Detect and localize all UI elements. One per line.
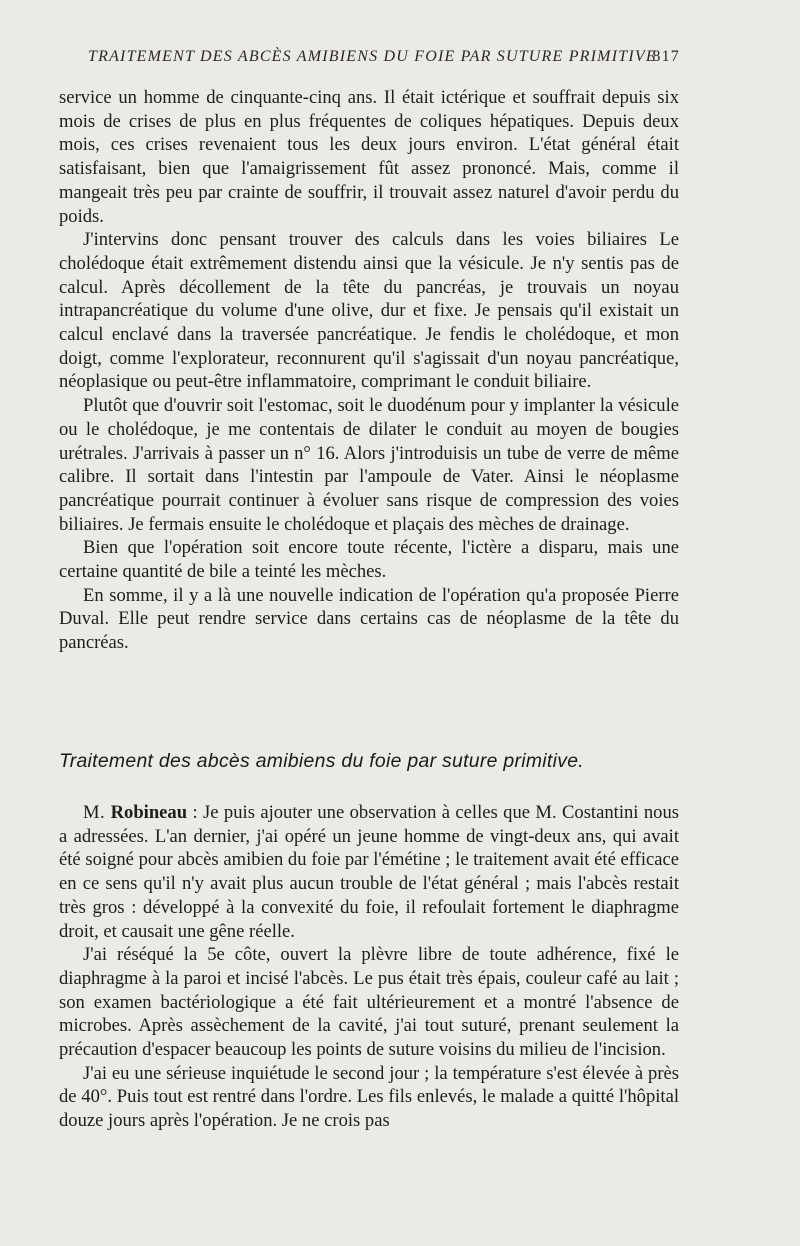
paragraph-text: : Je puis ajouter une observation à celles que M. Costantini nous a adressées. L'an dernier, j'ai opéré un jeune homme de vingt-deux ans, qui avait été soigné pour abcès amibien du foie par l'émétine ; le traitement avait été efficace en ce sens qu'il n'y avait plus aucun trouble de l'état général ; mais l'abcès restait très gros : développé à la convexité du foie, il refoulait fortement le diaphragme droit, et causait une gêne réelle.	[59, 802, 679, 942]
paragraph: J'intervins donc pensant trouver des calculs dans les voies biliaires Le cholédoque était extrêmement distendu ainsi que la vésicule. Je n'y sentis pas de calcul. Après décollement de la tête du pancréas, je trouvais un noyau intrapancréatique du volume d'une olive, dur et fixe. Je pensais qu'il existait un calcul enclavé dans la traversée pancréatique. Je fendis le cholédoque, et mon doigt, comme l'explorateur, reconnurent qu'il s'agissait d'un noyau pancréatique, néoplasique ou peut-être inflammatoire, comprimant le conduit biliaire.	[59, 229, 679, 393]
section-two-text	[59, 801, 679, 1133]
paragraph: Bien que l'opération soit encore toute récente, l'ictère a disparu, mais une certaine quantité de bile a teinté les mèches.	[59, 537, 679, 583]
paragraph: Plutôt que d'ouvrir soit l'estomac, soit le duodénum pour y implanter la vésicule ou le cholédoque, je me contentais de dilater le conduit au moyen de bougies urétrales. J'arrivais à passer un n° 16. Alors j'introduisis un tube de verre de même calibre. Il sortait dans l'intestin par l'ampoule de Vater. Ainsi le néoplasme pancréatique pourrait continuer à évoluer sans risque de compression des voies biliaires. Je fermais ensuite le cholédoque et plaçais des mèches de drainage.	[59, 395, 679, 535]
page-number: 817	[652, 48, 680, 65]
paragraph: J'ai réséqué la 5e côte, ouvert la plèvre libre de toute adhérence, fixé le diaphragme à la paroi et incisé l'abcès. Le pus était très épais, couleur café au lait ; son examen bactériologique a été fait ultérieurement et a montré l'absence de microbes. Après assèchement de la cavité, j'ai tout suturé, prenant seulement la précaution d'espacer beaucoup les points de suture voisins du milieu de l'incision.	[59, 944, 679, 1061]
speaker-name: Robineau	[110, 802, 188, 823]
paragraph	[59, 801, 679, 943]
running-header	[88, 48, 680, 66]
paragraph: service un homme de cinquante-cinq ans. Il était ictérique et souffrait depuis six mois de crises de plus en plus fréquentes de coliques hépatiques. Depuis deux mois, ces crises revenaient tous les deux jours environ. L'état général était satisfaisant, bien que l'amaigrissement fût assez prononcé. Mais, comme il mangeait très peu par crainte de souffrir, il trouvait assez naturel d'avoir perdu du poids.	[59, 87, 679, 227]
paragraph: J'ai eu une sérieuse inquiétude le second jour ; la température s'est élevée à près de 40°. Puis tout est rentré dans l'ordre. Les fils enlevés, le malade a quitté l'hôpital douze jours après l'opération. Je ne crois pas	[59, 1062, 679, 1132]
section-one-text	[59, 86, 679, 655]
paragraph: En somme, il y a là une nouvelle indication de l'opération qu'a proposée Pierre Duval. Elle peut rendre service dans certains cas de néoplasme de la tête du pancréas.	[59, 584, 679, 654]
running-title: TRAITEMENT DES ABCÈS AMIBIENS DU FOIE PAR SUTURE PRIMITIVE	[88, 48, 657, 65]
section-heading: Traitement des abcès amibiens du foie par suture primitive.	[59, 750, 584, 772]
speaker-prefix: M.	[83, 802, 106, 823]
